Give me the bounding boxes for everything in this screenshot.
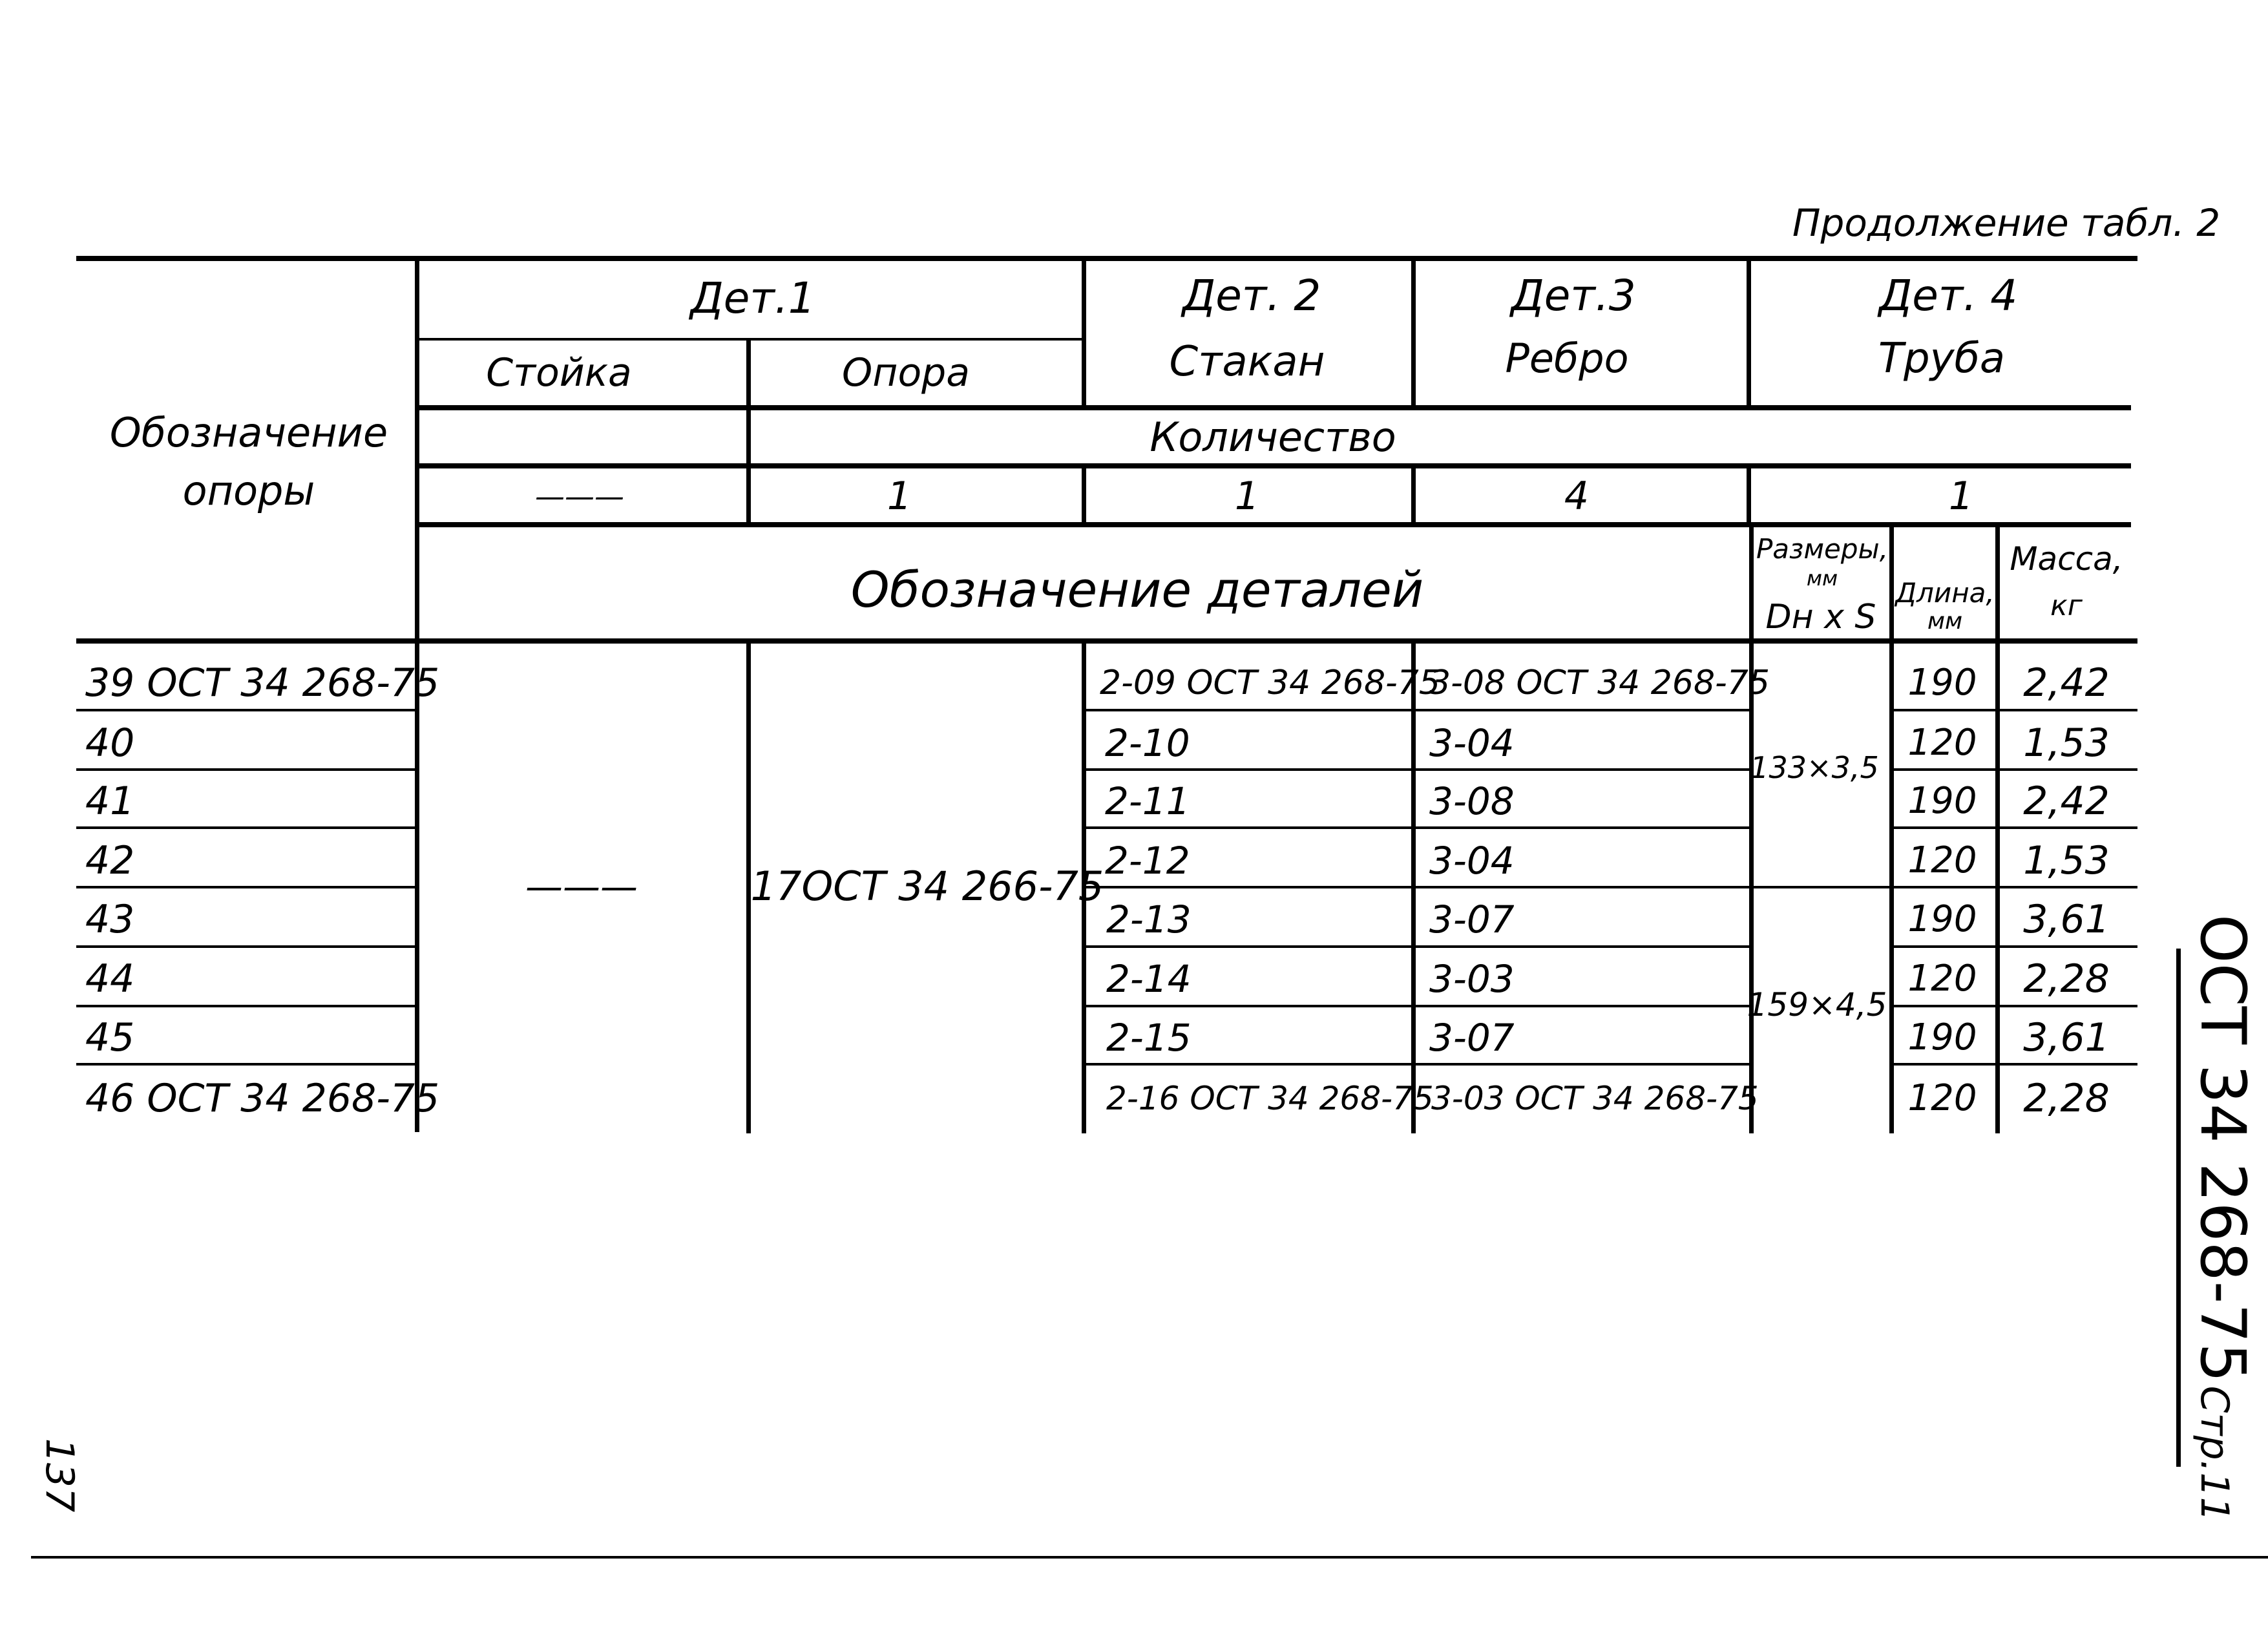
col-line-det2-qty [1411,463,1416,525]
row-det3: 3-03 ОСТ 34 268-75 [1431,1080,1759,1117]
row-line [76,768,417,771]
row-line [1084,826,1753,829]
row-det3: 3-03 [1429,957,1515,1001]
row-length: 120 [1907,839,1977,881]
row-line [1084,768,1753,771]
det1-stoika-label: Стойка [486,350,632,395]
row-det2: 2-14 [1106,957,1192,1001]
row-mass: 2,28 [2023,1076,2110,1121]
row-length: 120 [1907,1077,1977,1119]
page-bottom-rule [31,1556,2268,1559]
page-number: 137 [37,1438,82,1513]
row-line [1889,826,2137,829]
row-det3: 3-04 [1429,721,1515,765]
designation-header: Обозначение [109,409,388,456]
row-designation: 41 [85,779,135,824]
row-mass: 2,28 [2023,956,2110,1002]
mass-label-unit: кг [2050,589,2083,622]
size-label: Размеры, [1756,533,1889,565]
row-det3: 3-04 [1429,839,1515,883]
row-det3: 3-08 ОСТ 34 268-75 [1429,664,1770,702]
row-line [1084,1005,1753,1007]
det3-title: Дет.3 [1511,271,1636,320]
det4-title: Дет. 4 [1878,271,2018,320]
row-designation: 39 ОСТ 34 268-75 [85,660,440,706]
col-line-det3-qty [1747,463,1751,525]
row-line [1889,945,2137,948]
det2-sub-label: Стакан [1169,338,1325,386]
row-line [1889,1063,2137,1066]
row-line [1084,709,1753,711]
row-designation: 43 [85,897,135,942]
qty-det3: 4 [1564,474,1590,519]
row-det3: 3-08 [1429,779,1515,823]
row-line [76,1005,417,1007]
row-length: 190 [1907,780,1977,822]
quantity-rule [415,463,2131,468]
row-det2: 2-15 [1106,1016,1192,1060]
row-length: 190 [1907,1016,1977,1058]
row-mass: 1,53 [2023,838,2110,883]
row-mass: 3,61 [2023,897,2110,942]
size-label-formula: Dн x S [1765,598,1876,636]
col-line-det3-body [1749,525,1754,1133]
row-line [1084,945,1753,948]
row-line [1889,886,2137,888]
row-det2: 2-09 ОСТ 34 268-75 [1100,664,1440,702]
row-designation: 45 [85,1015,135,1060]
det4-sub-label: Труба [1878,335,2006,383]
row-mass: 1,53 [2023,720,2110,766]
det1-title: Дет.1 [690,273,815,323]
row-line [76,709,417,711]
length-label-unit: мм [1927,608,1963,635]
row-mass: 2,42 [2023,779,2110,824]
header-bottom-border [76,638,2137,644]
row-det3: 3-07 [1429,1016,1515,1060]
det3-sub-label: Ребро [1505,335,1629,382]
header-sub-rule [415,405,2131,410]
table-top-border [76,256,2137,261]
qty-det4: 1 [1948,474,1974,519]
row-line [76,826,417,829]
side-stamp-sheet: Стр.11 [2192,1385,2237,1522]
col-line-length [1995,525,2000,1133]
col-line-det3 [1747,256,1751,408]
row-det3: 3-07 [1429,898,1515,941]
size-value-group-2: 159×4,5 [1747,986,1887,1024]
det1-opora-label: Опора [841,350,971,395]
row-det2: 2-10 [1105,721,1190,765]
col-line-size [1889,525,1894,1133]
qty-det2: 1 [1234,474,1260,519]
col-line-det2-body [1411,638,1416,1133]
col-line-stoika [746,338,751,525]
row-mass: 3,61 [2023,1015,2110,1060]
qty-stoika: ——— [535,479,624,514]
size-label-unit: мм [1806,566,1838,591]
side-stamp-code: ОСТ 34 268-75 [2187,914,2259,1383]
side-stamp-rule [2176,949,2181,1467]
mass-label: Масса, [2010,540,2123,578]
col-line-det1 [1082,256,1086,408]
qty-opora: 1 [887,474,912,519]
size-group-divider [1753,886,1889,888]
row-det2: 2-12 [1105,839,1190,883]
col-line-det2 [1411,256,1416,408]
table-caption: Продолжение табл. 2 [1792,201,2221,245]
row-designation: 46 ОСТ 34 268-75 [85,1076,440,1121]
size-value-group-1: 133×3,5 [1750,750,1879,785]
row-designation: 42 [85,838,135,883]
row-length: 190 [1907,662,1977,704]
opora-value: 17ОСТ 34 266-75 [750,863,1104,910]
designation-header-line2: опоры [182,467,315,514]
side-stamp [2187,914,2259,1522]
quantity-header: Количество [1150,414,1396,461]
row-line [1889,709,2137,711]
row-line [1084,886,1753,888]
row-length: 190 [1907,898,1977,940]
part-designation-header: Обозначение деталей [850,561,1424,618]
col-line-det1-qty [1082,463,1086,525]
row-line [76,945,417,948]
row-line [76,886,417,888]
row-line [1889,768,2137,771]
row-line [1084,1063,1753,1066]
row-det2: 2-16 ОСТ 34 268-75 [1106,1080,1434,1117]
row-line [76,1063,417,1066]
row-designation: 40 [85,720,135,766]
row-det2: 2-13 [1106,898,1192,941]
row-designation: 44 [85,956,135,1002]
row-length: 120 [1907,722,1977,764]
qty-values-rule [415,522,2131,527]
row-line [1889,1005,2137,1007]
row-mass: 2,42 [2023,660,2110,706]
length-label: Длина, [1895,577,1995,609]
row-length: 120 [1907,958,1977,1000]
det2-title: Дет. 2 [1182,271,1321,320]
row-det2: 2-11 [1105,779,1190,823]
stoika-value: ——— [525,865,638,909]
